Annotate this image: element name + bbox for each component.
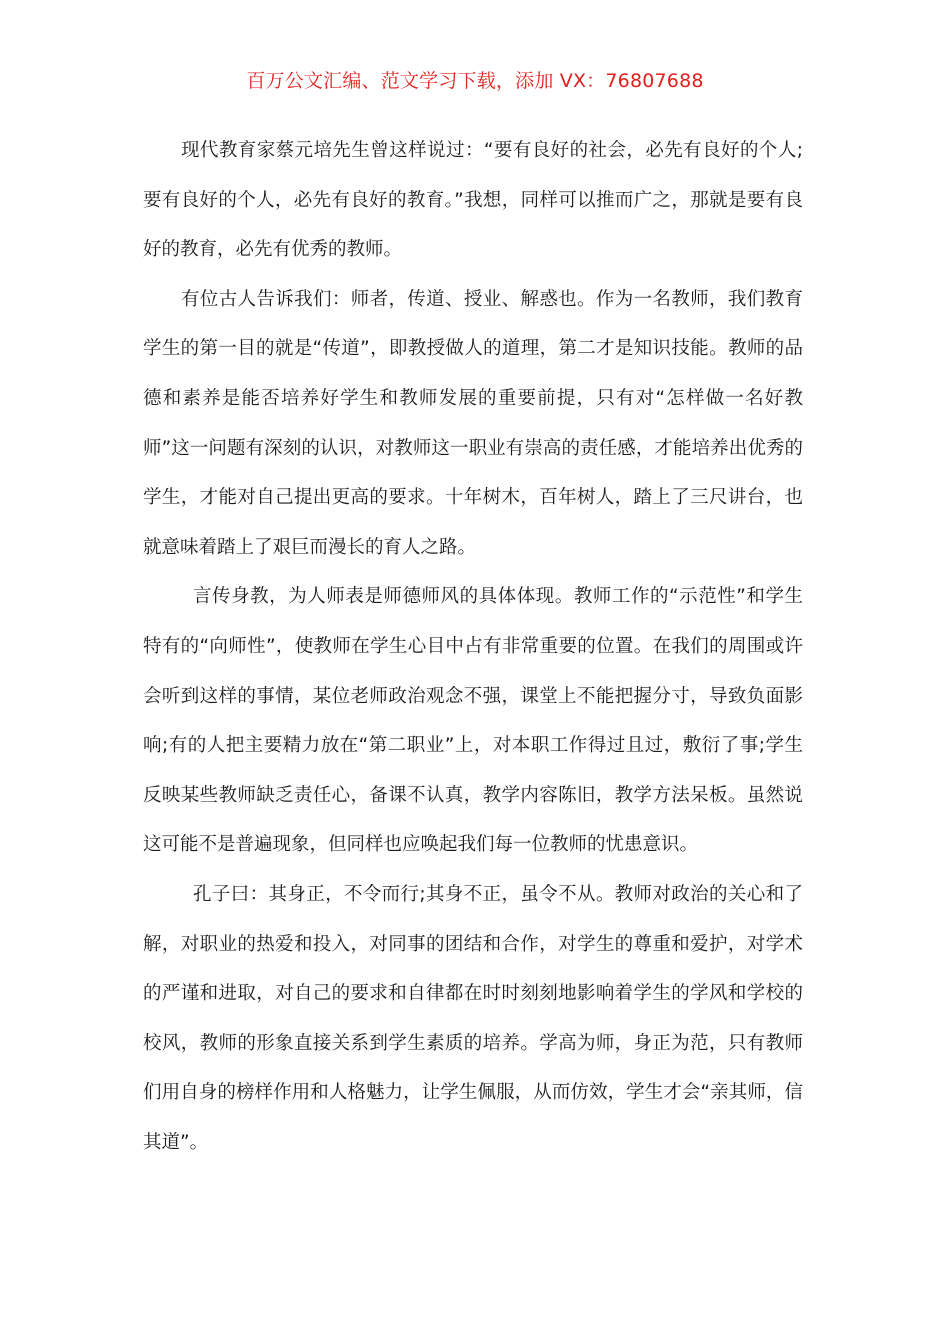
paragraph-3: 言传身教，为人师表是师德师风的具体体现。教师工作的“示范性”和学生特有的“向师性”，使教师在学生心目中占有非常重要的位置。在我们的周围或许会听到这样的事情，某位老师政治观念不强，课堂上不能把握分寸，导致负面影响;有的人把主要精力放在“第二职业”上，对本职工作得过且过，敷衍了事;学生反映某些教师缺乏责任心，备课不认真，教学内容陈旧，教学方法呆板。虽然说这可能不是普遍现象，但同样也应唤起我们每一位教师的忧患意识。 bbox=[143, 586, 803, 856]
paragraph-1: 现代教育家蔡元培先生曾这样说过：“要有良好的社会，必先有良好的个人;要有良好的个人，必先有良好的教育。”我想，同样可以推而广之，那就是要有良好的教育，必先有优秀的教师。 bbox=[143, 140, 803, 261]
paragraph-2: 有位古人告诉我们：师者，传道、授业、解惑也。作为一名教师，我们教育学生的第一目的就是“传道”，即教授做人的道理，第二才是知识技能。教师的品德和素养是能否培养好学生和教师发展的重要前提，只有对“怎样做一名好教师”这一问题有深刻的认识，对教师这一职业有崇高的责任感，才能培养出优秀的学生，才能对自己提出更高的要求。十年树木，百年树人，踏上了三尺讲台，也就意味着踏上了艰巨而漫长的育人之路。 bbox=[143, 288, 803, 558]
paragraph-4: 孔子曰：其身正，不令而行;其身不正，虽令不从。教师对政治的关心和了解，对职业的热爱和投入，对同事的团结和合作，对学生的尊重和爱护，对学术的严谨和进取，对自己的要求和自律都在时时刻刻地影响着学生的学风和学校的校风，教师的形象直接关系到学生素质的培养。学高为师，身正为范，只有教师们用自身的榜样作用和人格魅力，让学生佩服，从而仿效，学生才会“亲其师，信其道”。 bbox=[143, 883, 803, 1153]
promo-header: 百万公文汇编、范文学习下载，添加 VX：76807688 bbox=[246, 70, 704, 92]
document-body bbox=[143, 126, 803, 1167]
